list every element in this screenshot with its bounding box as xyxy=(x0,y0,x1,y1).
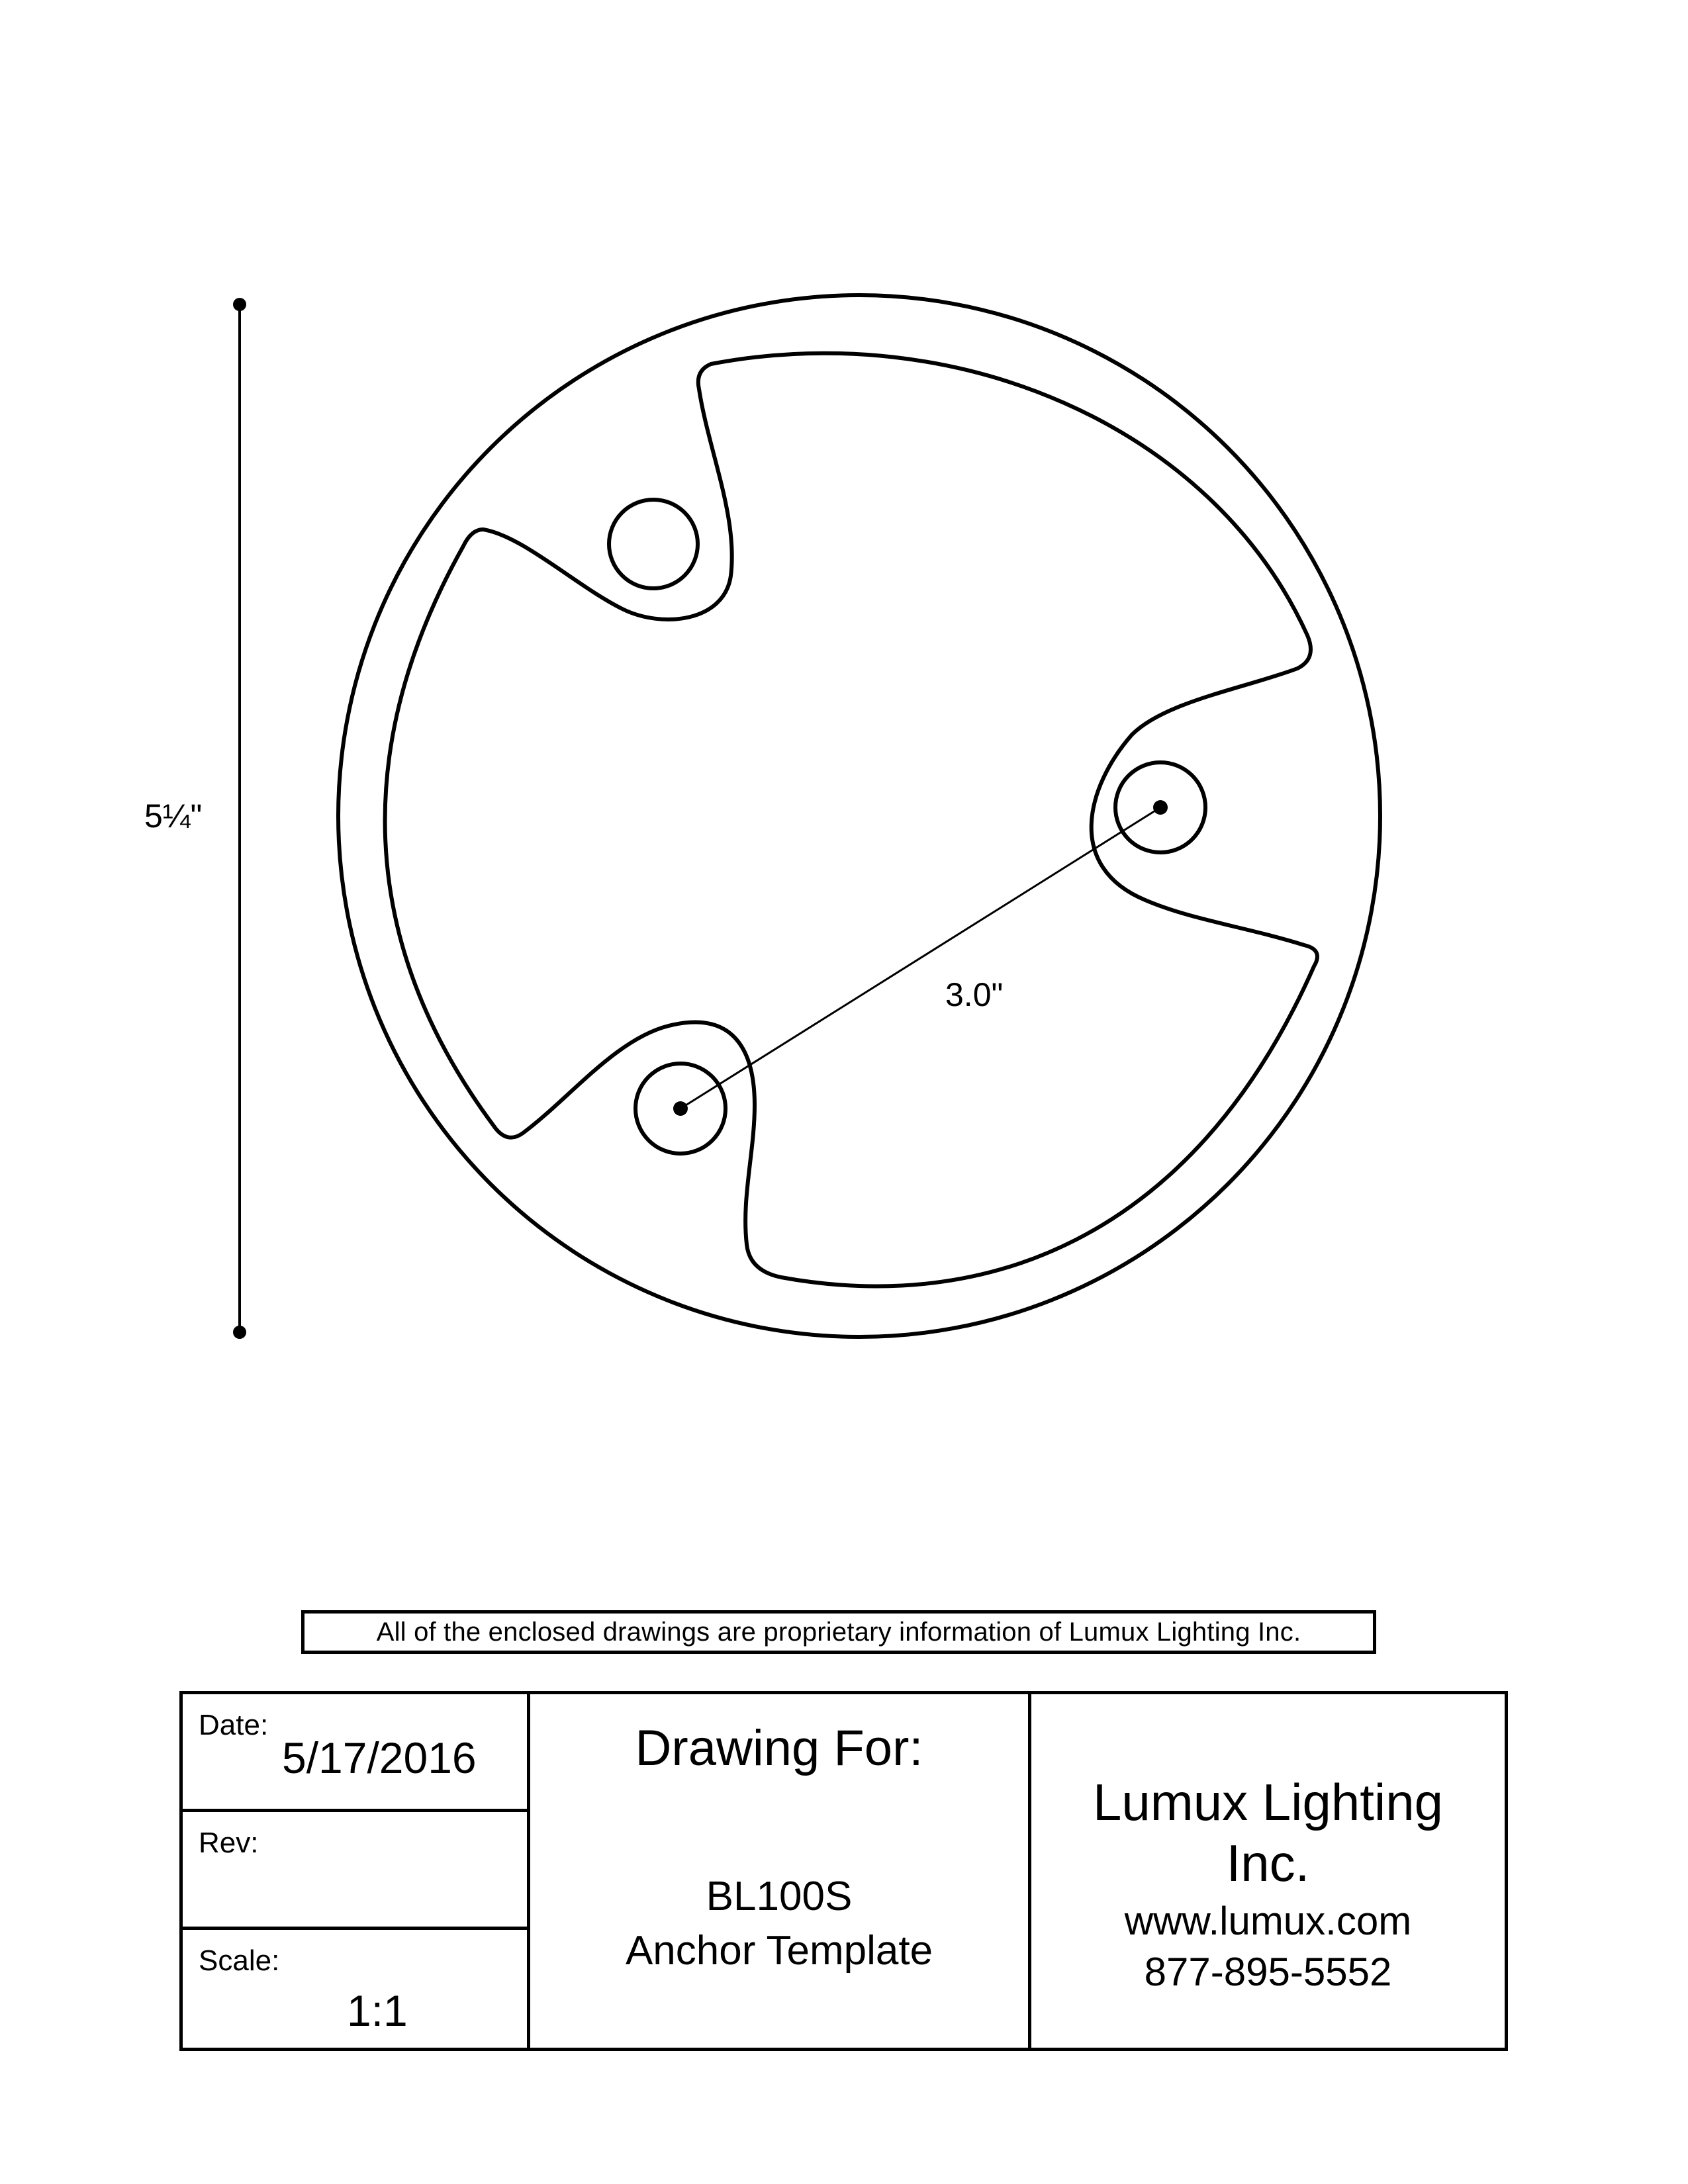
height-dimension-top-dot xyxy=(233,298,246,311)
mounting-hole-top xyxy=(609,500,698,588)
hole-spacing-line xyxy=(680,807,1160,1109)
hole-center-dot-right xyxy=(1153,800,1168,815)
scale-cell xyxy=(183,1930,527,2048)
date-value: 5/17/2016 xyxy=(282,1733,477,1782)
rev-label: Rev: xyxy=(199,1827,259,1859)
company-phone: 877-895-5552 xyxy=(1144,1950,1392,1994)
scale-value: 1:1 xyxy=(347,1986,408,2035)
rev-cell xyxy=(183,1812,527,1930)
drawing-for-column xyxy=(530,1694,1031,2048)
product-name: Anchor Template xyxy=(625,1928,933,1974)
drawing-for-label: Drawing For: xyxy=(635,1720,923,1776)
proprietary-notice: All of the enclosed drawings are proprietary information of Lumux Lighting Inc. xyxy=(301,1610,1376,1654)
hole-center-dot-bottom xyxy=(673,1101,688,1116)
plate-outline xyxy=(385,353,1317,1287)
hole-spacing-label: 3.0" xyxy=(945,976,1004,1013)
scale-label: Scale: xyxy=(199,1944,280,1977)
company-column xyxy=(1031,1694,1505,2048)
title-block xyxy=(179,1691,1508,2051)
product-code: BL100S xyxy=(706,1874,853,1919)
height-dimension-bottom-dot xyxy=(233,1326,246,1339)
company-website: www.lumux.com xyxy=(1124,1899,1412,1943)
company-name-line1: Lumux Lighting xyxy=(1092,1773,1443,1831)
title-block-left-column xyxy=(183,1694,530,2048)
date-label: Date: xyxy=(199,1709,269,1741)
height-dimension-label: 5¼" xyxy=(144,797,203,835)
date-cell xyxy=(183,1694,527,1812)
outer-ring xyxy=(338,295,1380,1337)
company-name-line2: Inc. xyxy=(1226,1834,1310,1892)
